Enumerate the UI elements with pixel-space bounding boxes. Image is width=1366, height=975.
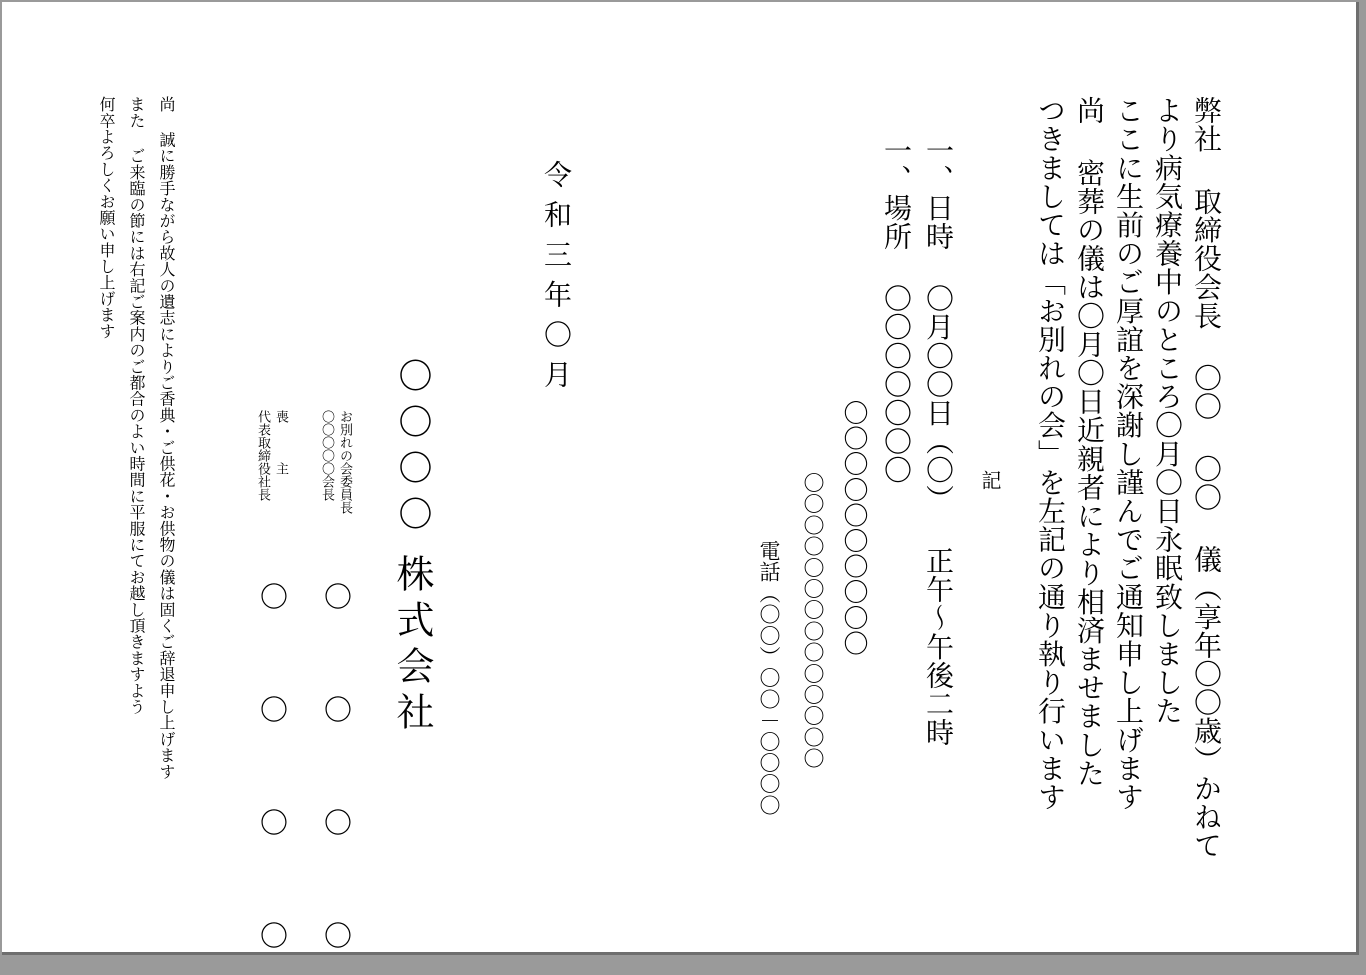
announcement-line-5: つきましては「お別れの会」を左記の通り執り行います [1034,96,1067,811]
event-date-line: 一、日時 〇月〇〇日（〇） 正午～午後二時 [922,136,955,747]
issue-date: 令和三年〇月 [540,160,573,400]
venue-line-2: 〇〇〇〇〇〇〇〇〇〇〇〇〇〇 [801,472,825,769]
signatory-1-subtitle: 〇〇〇〇〇会長 [319,410,334,501]
announcement-line-4: 尚 密葬の儀は〇月〇日近親者により相済ませました [1073,96,1106,788]
announcement-line-3: ここに生前のご厚誼を深謝し謹んでご通知申し上げます [1112,96,1145,811]
venue-line-1: 〇〇〇〇〇〇〇〇〇〇 [840,400,869,656]
signatory-2-subtitle: 代表取締役社長 [255,410,270,501]
postscript-line-2: また ご来臨の節には右記ご案内のご都合のよい時間に平服にてお越し頂きますよう [127,96,146,715]
event-place-line: 一、場所 〇〇〇〇〇〇〇 [880,136,913,485]
signatory-1-name: 〇 〇 〇 〇 [320,582,353,975]
company-prefix: 〇〇〇〇 [392,358,432,542]
signatory-2-title: 喪 主 [273,410,288,475]
announcement-line-1: 弊社 取締役会長 〇〇 〇〇 儀（享年〇〇歳）かねて [1190,96,1223,860]
venue-phone-line: 電話（〇〇）〇〇－〇〇〇〇 [757,540,781,816]
signatory-1-title: お別れの会委員長 [337,410,352,514]
record-heading: 記 [978,470,1002,491]
announcement-line-2: より病気療養中のところ〇月〇日永眠致しました [1151,96,1184,726]
postscript-line-1: 尚 誠に勝手ながら故人の遺志によりご香典・ご供花・お供物の儀は固くご辞退申し上げます [157,96,176,780]
signatory-2-name: 〇 〇 〇 〇 [256,582,289,975]
document-page [2,2,1359,975]
postscript-line-3: 何卒よろしくお願い申し上げます [97,96,116,339]
company-name: 株式会社 [390,554,434,738]
